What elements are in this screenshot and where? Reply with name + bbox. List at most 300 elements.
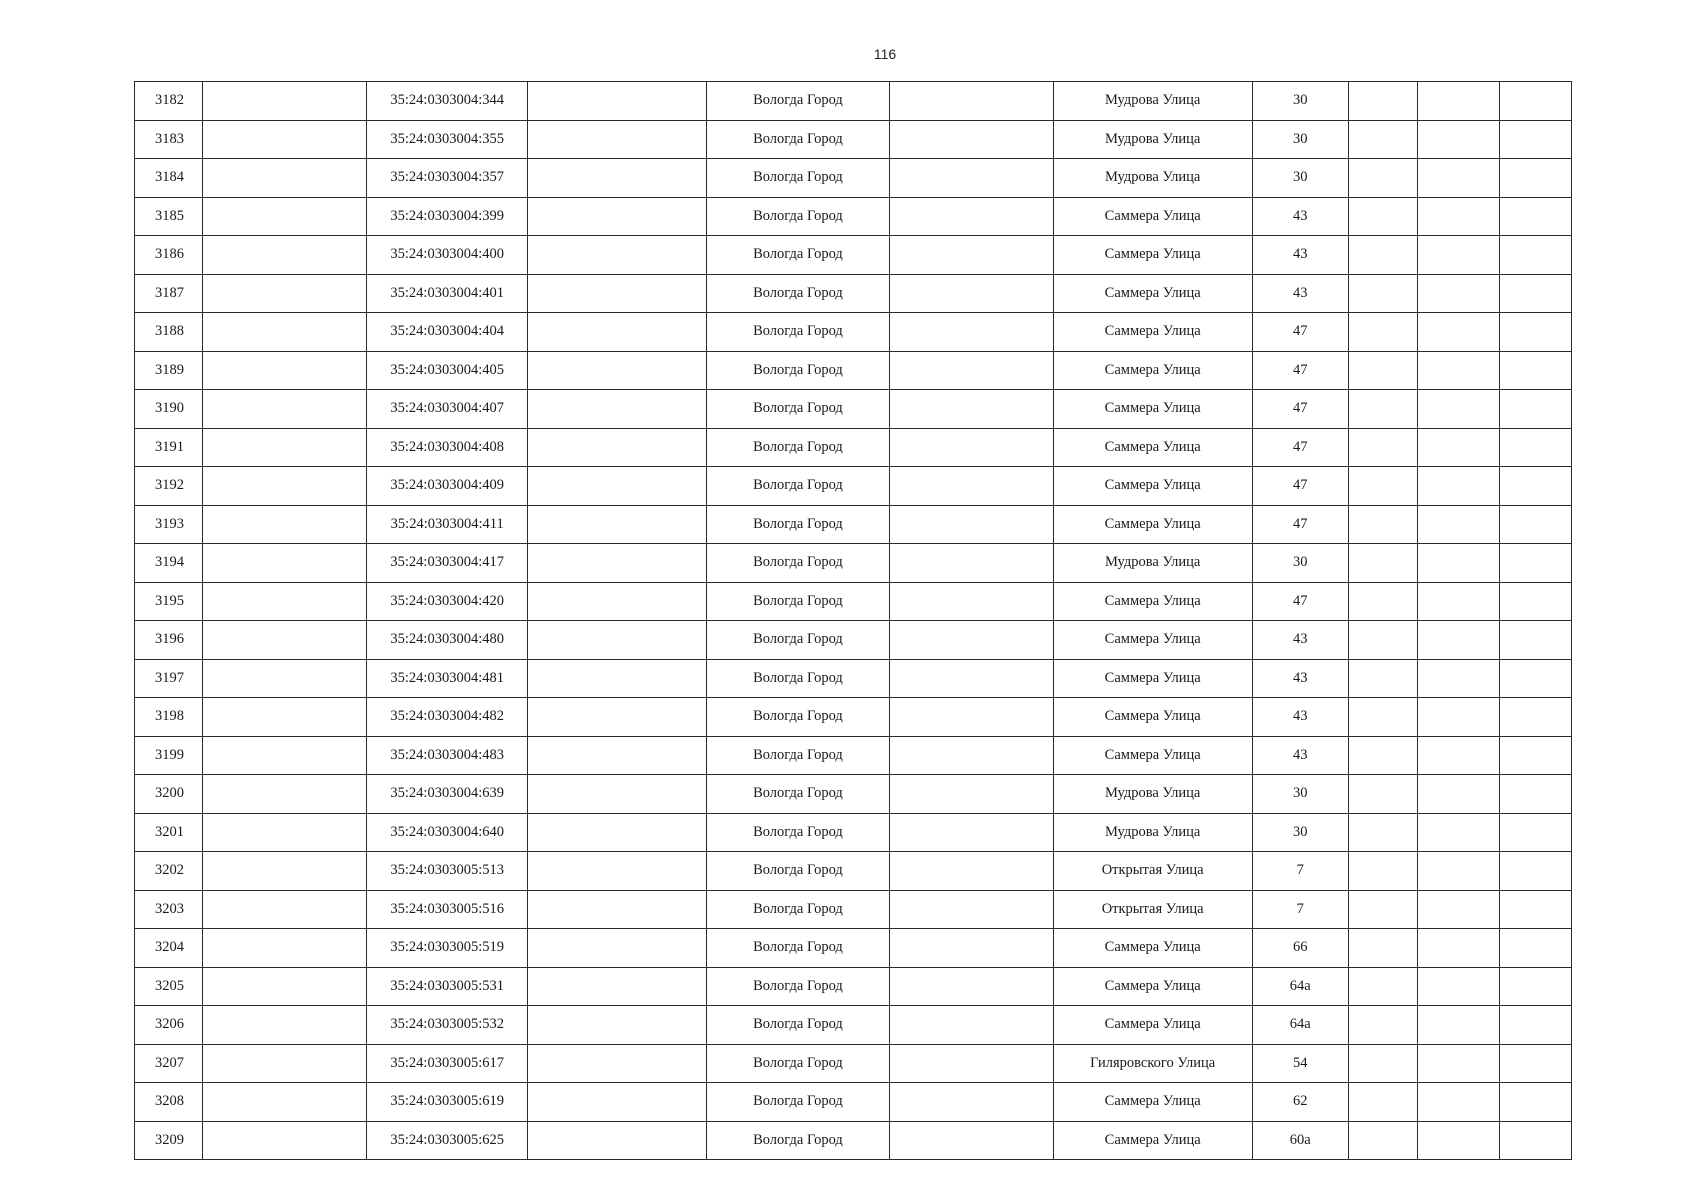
empty-cell (1348, 852, 1417, 891)
empty-cell (203, 236, 367, 275)
row-number-cell: 3209 (135, 1121, 203, 1160)
empty-cell (1499, 1006, 1571, 1045)
street-cell: Саммера Улица (1053, 659, 1252, 698)
empty-cell (203, 929, 367, 968)
empty-cell (889, 967, 1053, 1006)
cadastral-number-cell: 35:24:0303004:405 (367, 351, 528, 390)
empty-cell (528, 582, 707, 621)
empty-cell (1417, 813, 1499, 852)
empty-cell (203, 582, 367, 621)
empty-cell (1499, 1121, 1571, 1160)
empty-cell (528, 736, 707, 775)
empty-cell (203, 775, 367, 814)
street-cell: Мудрова Улица (1053, 159, 1252, 198)
street-cell: Саммера Улица (1053, 467, 1252, 506)
house-number-cell: 54 (1252, 1044, 1348, 1083)
house-number-cell: 43 (1252, 659, 1348, 698)
city-cell: Вологда Город (707, 813, 889, 852)
empty-cell (528, 236, 707, 275)
empty-cell (203, 505, 367, 544)
empty-cell (1417, 929, 1499, 968)
street-cell: Гиляровского Улица (1053, 1044, 1252, 1083)
empty-cell (1348, 1083, 1417, 1122)
empty-cell (1417, 852, 1499, 891)
empty-cell (1348, 1121, 1417, 1160)
empty-cell (528, 544, 707, 583)
empty-cell (889, 313, 1053, 352)
empty-cell (889, 1083, 1053, 1122)
table-row (135, 197, 1572, 236)
empty-cell (889, 775, 1053, 814)
row-number-cell: 3188 (135, 313, 203, 352)
empty-cell (1499, 1083, 1571, 1122)
city-cell: Вологда Город (707, 1044, 889, 1083)
street-cell: Саммера Улица (1053, 929, 1252, 968)
empty-cell (1417, 736, 1499, 775)
empty-cell (1417, 659, 1499, 698)
empty-cell (889, 544, 1053, 583)
empty-cell (1348, 659, 1417, 698)
table-row (135, 852, 1572, 891)
empty-cell (1348, 82, 1417, 121)
city-cell: Вологда Город (707, 1121, 889, 1160)
empty-cell (203, 390, 367, 429)
empty-cell (889, 159, 1053, 198)
empty-cell (889, 505, 1053, 544)
empty-cell (1499, 659, 1571, 698)
empty-cell (889, 351, 1053, 390)
empty-cell (889, 236, 1053, 275)
empty-cell (1499, 236, 1571, 275)
house-number-cell: 43 (1252, 274, 1348, 313)
row-number-cell: 3193 (135, 505, 203, 544)
row-number-cell: 3200 (135, 775, 203, 814)
house-number-cell: 47 (1252, 467, 1348, 506)
house-number-cell: 66 (1252, 929, 1348, 968)
cadastral-number-cell: 35:24:0303004:481 (367, 659, 528, 698)
empty-cell (528, 159, 707, 198)
city-cell: Вологда Город (707, 120, 889, 159)
empty-cell (889, 120, 1053, 159)
street-cell: Саммера Улица (1053, 1083, 1252, 1122)
house-number-cell: 43 (1252, 236, 1348, 275)
city-cell: Вологда Город (707, 390, 889, 429)
row-number-cell: 3205 (135, 967, 203, 1006)
city-cell: Вологда Город (707, 159, 889, 198)
empty-cell (528, 1083, 707, 1122)
empty-cell (1499, 82, 1571, 121)
empty-cell (528, 120, 707, 159)
house-number-cell: 47 (1252, 505, 1348, 544)
table-row (135, 659, 1572, 698)
house-number-cell: 43 (1252, 698, 1348, 737)
empty-cell (1499, 967, 1571, 1006)
table-row (135, 120, 1572, 159)
empty-cell (889, 274, 1053, 313)
empty-cell (528, 505, 707, 544)
city-cell: Вологда Город (707, 621, 889, 660)
cadastral-number-cell: 35:24:0303004:480 (367, 621, 528, 660)
empty-cell (1348, 197, 1417, 236)
house-number-cell: 64а (1252, 967, 1348, 1006)
cadastral-number-cell: 35:24:0303005:619 (367, 1083, 528, 1122)
city-cell: Вологда Город (707, 467, 889, 506)
row-number-cell: 3196 (135, 621, 203, 660)
empty-cell (1417, 505, 1499, 544)
house-number-cell: 64а (1252, 1006, 1348, 1045)
street-cell: Саммера Улица (1053, 274, 1252, 313)
table-row (135, 582, 1572, 621)
street-cell: Саммера Улица (1053, 698, 1252, 737)
empty-cell (1499, 197, 1571, 236)
city-cell: Вологда Город (707, 428, 889, 467)
empty-cell (889, 1044, 1053, 1083)
empty-cell (1348, 775, 1417, 814)
street-cell: Саммера Улица (1053, 736, 1252, 775)
empty-cell (528, 1121, 707, 1160)
row-number-cell: 3204 (135, 929, 203, 968)
empty-cell (1348, 313, 1417, 352)
empty-cell (528, 852, 707, 891)
cadastral-number-cell: 35:24:0303004:417 (367, 544, 528, 583)
empty-cell (1499, 582, 1571, 621)
street-cell: Открытая Улица (1053, 852, 1252, 891)
empty-cell (1499, 621, 1571, 660)
empty-cell (203, 274, 367, 313)
city-cell: Вологда Город (707, 736, 889, 775)
cadastral-number-cell: 35:24:0303005:531 (367, 967, 528, 1006)
table-row (135, 505, 1572, 544)
street-cell: Саммера Улица (1053, 313, 1252, 352)
empty-cell (1499, 351, 1571, 390)
empty-cell (889, 82, 1053, 121)
city-cell: Вологда Город (707, 274, 889, 313)
cadastral-number-cell: 35:24:0303005:516 (367, 890, 528, 929)
empty-cell (203, 544, 367, 583)
empty-cell (203, 659, 367, 698)
empty-cell (528, 313, 707, 352)
empty-cell (1348, 120, 1417, 159)
empty-cell (1348, 813, 1417, 852)
empty-cell (1417, 351, 1499, 390)
cadastral-number-cell: 35:24:0303004:411 (367, 505, 528, 544)
cadastral-number-cell: 35:24:0303004:399 (367, 197, 528, 236)
table-row (135, 967, 1572, 1006)
empty-cell (1348, 351, 1417, 390)
house-number-cell: 30 (1252, 544, 1348, 583)
empty-cell (203, 428, 367, 467)
empty-cell (528, 967, 707, 1006)
cadastral-number-cell: 35:24:0303004:640 (367, 813, 528, 852)
row-number-cell: 3194 (135, 544, 203, 583)
house-number-cell: 47 (1252, 390, 1348, 429)
cadastral-number-cell: 35:24:0303004:355 (367, 120, 528, 159)
empty-cell (889, 929, 1053, 968)
house-number-cell: 47 (1252, 351, 1348, 390)
empty-cell (203, 120, 367, 159)
street-cell: Саммера Улица (1053, 351, 1252, 390)
city-cell: Вологда Город (707, 698, 889, 737)
city-cell: Вологда Город (707, 967, 889, 1006)
table-row (135, 1044, 1572, 1083)
empty-cell (203, 1006, 367, 1045)
empty-cell (528, 775, 707, 814)
street-cell: Открытая Улица (1053, 890, 1252, 929)
registry-table (134, 81, 1572, 1160)
cadastral-number-cell: 35:24:0303005:617 (367, 1044, 528, 1083)
row-number-cell: 3183 (135, 120, 203, 159)
table-row (135, 621, 1572, 660)
house-number-cell: 30 (1252, 82, 1348, 121)
empty-cell (1499, 390, 1571, 429)
empty-cell (528, 813, 707, 852)
table-row (135, 1006, 1572, 1045)
table-row (135, 390, 1572, 429)
street-cell: Саммера Улица (1053, 1006, 1252, 1045)
city-cell: Вологда Город (707, 1083, 889, 1122)
empty-cell (889, 736, 1053, 775)
house-number-cell: 43 (1252, 621, 1348, 660)
empty-cell (203, 967, 367, 1006)
empty-cell (1417, 1083, 1499, 1122)
cadastral-number-cell: 35:24:0303004:639 (367, 775, 528, 814)
empty-cell (1499, 813, 1571, 852)
empty-cell (1417, 82, 1499, 121)
empty-cell (203, 1121, 367, 1160)
empty-cell (203, 736, 367, 775)
street-cell: Мудрова Улица (1053, 544, 1252, 583)
cadastral-number-cell: 35:24:0303004:408 (367, 428, 528, 467)
empty-cell (889, 621, 1053, 660)
house-number-cell: 7 (1252, 890, 1348, 929)
table-row (135, 544, 1572, 583)
empty-cell (1417, 1006, 1499, 1045)
empty-cell (1417, 698, 1499, 737)
empty-cell (528, 82, 707, 121)
table-row (135, 1083, 1572, 1122)
house-number-cell: 43 (1252, 736, 1348, 775)
empty-cell (1417, 197, 1499, 236)
table-row (135, 775, 1572, 814)
empty-cell (1499, 736, 1571, 775)
empty-cell (203, 197, 367, 236)
row-number-cell: 3192 (135, 467, 203, 506)
city-cell: Вологда Город (707, 351, 889, 390)
empty-cell (1417, 1121, 1499, 1160)
street-cell: Мудрова Улица (1053, 813, 1252, 852)
table-row (135, 351, 1572, 390)
empty-cell (1499, 698, 1571, 737)
cadastral-number-cell: 35:24:0303005:519 (367, 929, 528, 968)
empty-cell (1348, 967, 1417, 1006)
city-cell: Вологда Город (707, 505, 889, 544)
row-number-cell: 3182 (135, 82, 203, 121)
empty-cell (203, 82, 367, 121)
city-cell: Вологда Город (707, 197, 889, 236)
empty-cell (203, 698, 367, 737)
empty-cell (528, 1044, 707, 1083)
city-cell: Вологда Город (707, 852, 889, 891)
empty-cell (1499, 274, 1571, 313)
empty-cell (203, 351, 367, 390)
empty-cell (1499, 1044, 1571, 1083)
empty-cell (528, 197, 707, 236)
row-number-cell: 3206 (135, 1006, 203, 1045)
empty-cell (889, 390, 1053, 429)
house-number-cell: 62 (1252, 1083, 1348, 1122)
empty-cell (1417, 890, 1499, 929)
cadastral-number-cell: 35:24:0303004:404 (367, 313, 528, 352)
street-cell: Саммера Улица (1053, 428, 1252, 467)
row-number-cell: 3184 (135, 159, 203, 198)
street-cell: Саммера Улица (1053, 967, 1252, 1006)
empty-cell (203, 621, 367, 660)
house-number-cell: 43 (1252, 197, 1348, 236)
city-cell: Вологда Город (707, 1006, 889, 1045)
row-number-cell: 3187 (135, 274, 203, 313)
empty-cell (528, 467, 707, 506)
city-cell: Вологда Город (707, 544, 889, 583)
empty-cell (528, 274, 707, 313)
city-cell: Вологда Город (707, 82, 889, 121)
cadastral-number-cell: 35:24:0303005:513 (367, 852, 528, 891)
empty-cell (1417, 967, 1499, 1006)
empty-cell (1417, 582, 1499, 621)
row-number-cell: 3189 (135, 351, 203, 390)
cadastral-number-cell: 35:24:0303004:409 (367, 467, 528, 506)
cadastral-number-cell: 35:24:0303004:401 (367, 274, 528, 313)
table-row (135, 929, 1572, 968)
empty-cell (1417, 1044, 1499, 1083)
cadastral-number-cell: 35:24:0303005:532 (367, 1006, 528, 1045)
empty-cell (1499, 890, 1571, 929)
empty-cell (889, 659, 1053, 698)
city-cell: Вологда Город (707, 236, 889, 275)
table-row (135, 813, 1572, 852)
empty-cell (1348, 159, 1417, 198)
house-number-cell: 30 (1252, 775, 1348, 814)
empty-cell (889, 852, 1053, 891)
empty-cell (889, 698, 1053, 737)
city-cell: Вологда Город (707, 929, 889, 968)
empty-cell (1499, 505, 1571, 544)
table-row (135, 82, 1572, 121)
empty-cell (528, 351, 707, 390)
empty-cell (1348, 929, 1417, 968)
empty-cell (1417, 236, 1499, 275)
house-number-cell: 30 (1252, 120, 1348, 159)
empty-cell (1348, 1044, 1417, 1083)
empty-cell (203, 467, 367, 506)
empty-cell (1417, 428, 1499, 467)
empty-cell (889, 467, 1053, 506)
empty-cell (528, 929, 707, 968)
house-number-cell: 7 (1252, 852, 1348, 891)
empty-cell (528, 428, 707, 467)
table-row (135, 467, 1572, 506)
empty-cell (528, 1006, 707, 1045)
empty-cell (528, 621, 707, 660)
empty-cell (1348, 428, 1417, 467)
empty-cell (1417, 313, 1499, 352)
empty-cell (1348, 621, 1417, 660)
empty-cell (203, 159, 367, 198)
street-cell: Саммера Улица (1053, 505, 1252, 544)
empty-cell (1348, 890, 1417, 929)
row-number-cell: 3191 (135, 428, 203, 467)
row-number-cell: 3198 (135, 698, 203, 737)
empty-cell (1499, 852, 1571, 891)
city-cell: Вологда Город (707, 659, 889, 698)
cadastral-number-cell: 35:24:0303004:357 (367, 159, 528, 198)
street-cell: Мудрова Улица (1053, 775, 1252, 814)
empty-cell (1499, 159, 1571, 198)
row-number-cell: 3190 (135, 390, 203, 429)
row-number-cell: 3185 (135, 197, 203, 236)
empty-cell (889, 1006, 1053, 1045)
empty-cell (1499, 467, 1571, 506)
table-row (135, 736, 1572, 775)
cadastral-number-cell: 35:24:0303004:420 (367, 582, 528, 621)
street-cell: Саммера Улица (1053, 582, 1252, 621)
table-row (135, 428, 1572, 467)
empty-cell (1348, 390, 1417, 429)
row-number-cell: 3203 (135, 890, 203, 929)
empty-cell (1348, 505, 1417, 544)
house-number-cell: 47 (1252, 428, 1348, 467)
cadastral-number-cell: 35:24:0303004:482 (367, 698, 528, 737)
empty-cell (889, 813, 1053, 852)
page-number: 116 (873, 46, 897, 62)
street-cell: Саммера Улица (1053, 390, 1252, 429)
row-number-cell: 3202 (135, 852, 203, 891)
empty-cell (203, 1044, 367, 1083)
cadastral-number-cell: 35:24:0303004:400 (367, 236, 528, 275)
table-row (135, 236, 1572, 275)
street-cell: Саммера Улица (1053, 236, 1252, 275)
empty-cell (1417, 390, 1499, 429)
street-cell: Саммера Улица (1053, 197, 1252, 236)
house-number-cell: 30 (1252, 159, 1348, 198)
city-cell: Вологда Город (707, 313, 889, 352)
table-row (135, 313, 1572, 352)
house-number-cell: 30 (1252, 813, 1348, 852)
city-cell: Вологда Город (707, 775, 889, 814)
empty-cell (203, 313, 367, 352)
empty-cell (1348, 236, 1417, 275)
registry-body (135, 82, 1572, 1160)
empty-cell (1499, 428, 1571, 467)
empty-cell (1348, 1006, 1417, 1045)
row-number-cell: 3186 (135, 236, 203, 275)
empty-cell (889, 428, 1053, 467)
empty-cell (1417, 621, 1499, 660)
empty-cell (1417, 544, 1499, 583)
empty-cell (1499, 929, 1571, 968)
street-cell: Саммера Улица (1053, 1121, 1252, 1160)
empty-cell (528, 698, 707, 737)
house-number-cell: 60а (1252, 1121, 1348, 1160)
empty-cell (528, 390, 707, 429)
empty-cell (1348, 582, 1417, 621)
empty-cell (1348, 736, 1417, 775)
empty-cell (1499, 313, 1571, 352)
empty-cell (889, 1121, 1053, 1160)
empty-cell (203, 813, 367, 852)
empty-cell (1348, 467, 1417, 506)
empty-cell (1499, 775, 1571, 814)
cadastral-number-cell: 35:24:0303004:344 (367, 82, 528, 121)
